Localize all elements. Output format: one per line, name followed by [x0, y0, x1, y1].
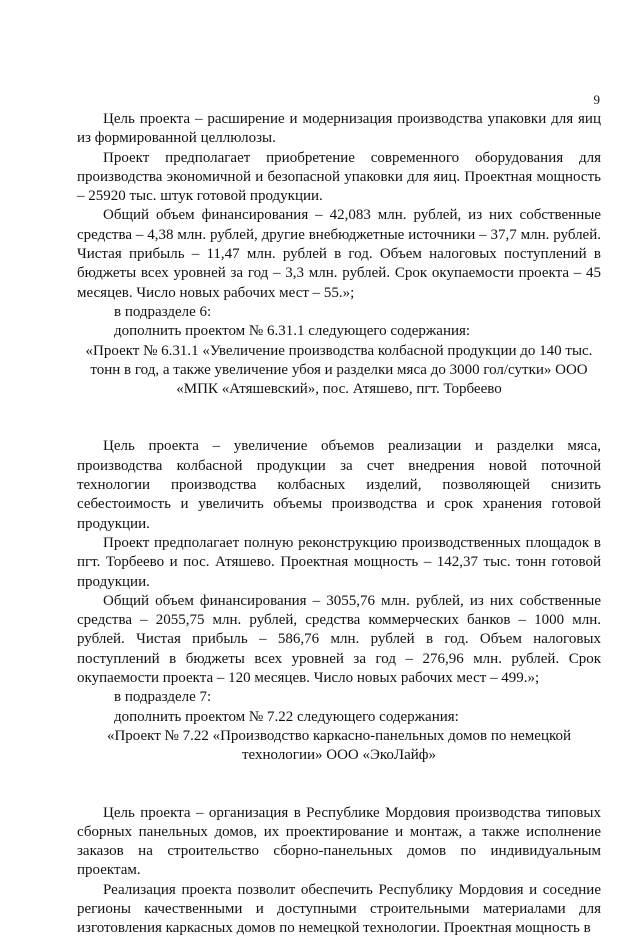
amendment-6-intro: дополнить проектом № 6.31.1 следующего содержания: — [114, 323, 471, 340]
project-title-6-31-1: «Проект № 6.31.1 «Увеличение производства колбасной продукции до 140 тыс. тонн в год, а также увеличение убоя и разделки мяса до 3000 гол/сутки» ООО «МПК «Атяшевский», пос. Атяшево, пгт. Торбеево — [85, 342, 593, 398]
amendment-7-intro: дополнить проектом № 7.22 следующего содержания: — [114, 708, 459, 725]
document-body — [77, 110, 601, 939]
paragraph-goal-2: Цель проекта – увеличение объемов реализации и разделки мяса, производства колбасной продукции за счет внедрения новой поточной технологии производства колбасных изделий, позволяющей снизить себестоимость и увеличить объемы производства и срок хранения готовой продукции. — [77, 438, 601, 532]
paragraph-financing-1: Общий объем финансирования – 42,083 млн. рублей, из них собственные средства – 4,38 млн. рублей, другие внебюджетные источники – 37,7 млн. рублей. Чистая прибыль – 11,47 млн. рублей в год. Объем налоговых поступлений в бюджеты всех уровней за год – 3,3 млн. рублей. Срок окупаемости проекта – 45 месяцев. Число новых рабочих мест – 55.»; — [77, 207, 601, 301]
subsection-6-label: в подразделе 6: — [114, 303, 212, 320]
subsection-7-label: в подразделе 7: — [114, 689, 212, 706]
page-number: 9 — [593, 92, 600, 107]
paragraph-description-1: Проект предполагает приобретение современного оборудования для производства экономичной и безопасной упаковки для яиц. Проектная мощность – 25920 тыс. штук готовой продукции. — [77, 149, 601, 205]
paragraph-implementation-3: Реализация проекта позволит обеспечить Республику Мордовия и соседние регионы качественными и доступными строительными материалами для изготовления каркасных домов по немецкой технологии. Проектная мощность в — [77, 881, 601, 937]
project-title-7-22: «Проект № 7.22 «Производство каркасно-панельных домов по немецкой технологии» ООО «ЭкоЛайф» — [106, 727, 572, 764]
paragraph-goal-3: Цель проекта – организация в Республике Мордовия производства типовых сборных панельных домов, их проектирование и монтаж, а также исполнение заказов на строительство сборно-панельных домов по индивидуальным проектам. — [77, 804, 601, 879]
paragraph-goal-1: Цель проекта – расширение и модернизация производства упаковки для яиц из формированной целлюлозы. — [77, 111, 601, 147]
paragraph-financing-2: Общий объем финансирования – 3055,76 млн. рублей, из них собственные средства – 2055,75 млн. рублей, средства коммерческих банков – 1000 млн. рублей. Чистая прибыль – 586,76 млн. рублей в год. Объем налоговых поступлений в бюджеты всех уровней за год – 276,96 млн. рублей. Срок окупаемости проекта – 120 месяцев. Число новых рабочих мест – 499.»; — [77, 592, 601, 687]
paragraph-description-2: Проект предполагает полную реконструкцию производственных площадок в пгт. Торбеево и пос. Атяшево. Проектная мощность – 142,37 тыс. тонн готовой продукции. — [77, 534, 601, 590]
